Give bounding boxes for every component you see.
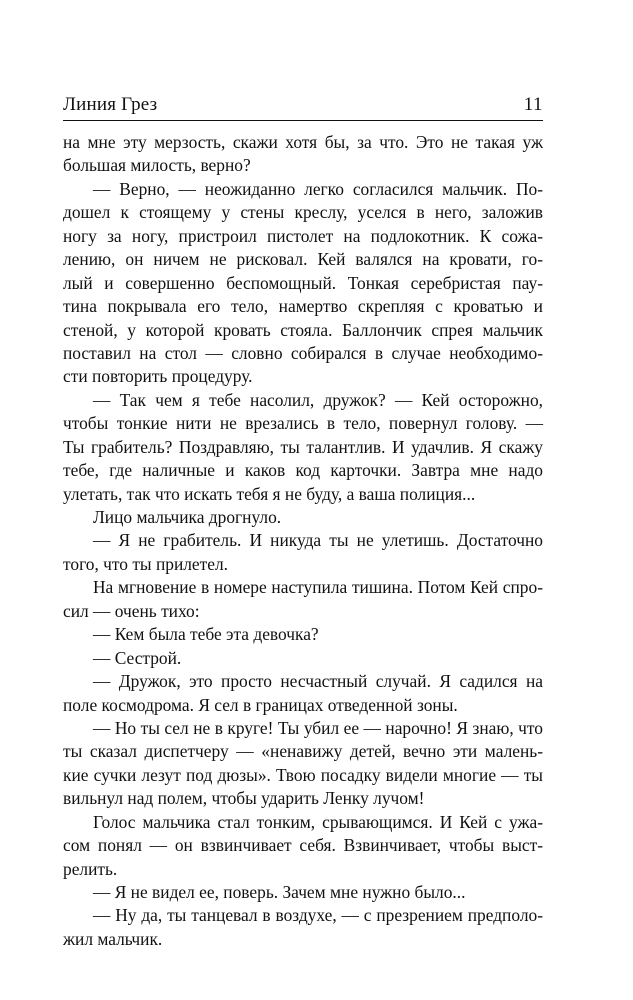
text-line: — Я не видел ее, поверь. Зачем мне нужно было... bbox=[93, 882, 466, 902]
body-text bbox=[63, 131, 543, 951]
text-line: улетать, так что искать тебя я не буду, а ваша полиция... bbox=[63, 483, 476, 504]
header-rule bbox=[63, 120, 543, 121]
text-line: На мгновение в номере наступила тишина. Потом Кей спро- bbox=[93, 577, 543, 598]
text-line: сти повторить процедуру. bbox=[63, 366, 253, 387]
text-line: жил мальчик. bbox=[63, 928, 163, 949]
text-line: релить. bbox=[63, 858, 118, 879]
text-line: — Ну да, ты танцевал в воздухе, — с презрением предполо- bbox=[93, 905, 543, 926]
text-line: того, что ты прилетел. bbox=[63, 553, 228, 574]
text-line: сил — очень тихо: bbox=[63, 600, 200, 621]
text-line: сом понял — он взвинчивает себя. Взвинчивает, чтобы выст- bbox=[63, 835, 543, 856]
text-line: — Я не грабитель. И никуда ты не улетишь. Достаточно bbox=[93, 530, 543, 551]
text-line: — Но ты сел не в круге! Ты убил ее — нарочно! Я знаю, что bbox=[93, 717, 543, 738]
text-line: кие сучки лезут под дюзы». Твою посадку видели многие — ты bbox=[63, 764, 543, 785]
text-line: — Верно, — неожиданно легко согласился мальчик. По- bbox=[93, 178, 543, 199]
text-line: поставил на стол — словно собирался в случае необходимо- bbox=[63, 342, 543, 363]
text-line: ногу за ногу, пристроил пистолет на подлокотник. К сожа- bbox=[63, 225, 543, 246]
text-line: — Сестрой. bbox=[93, 647, 182, 668]
text-line: Лицо мальчика дрогнуло. bbox=[93, 507, 282, 527]
text-line: Ты грабитель? Поздравляю, ты талантлив. И удачлив. Я скажу bbox=[63, 436, 543, 457]
text-line: — Так чем я тебе насолил, дружок? — Кей осторожно, bbox=[93, 389, 543, 410]
text-line: стеной, у которой кровать стояла. Баллончик спрея мальчик bbox=[63, 319, 543, 340]
running-title: Линия Грез bbox=[63, 94, 158, 115]
text-line: ты сказал диспетчеру — «ненавижу детей, вечно эти малень- bbox=[63, 741, 543, 762]
text-line: лению, он ничем не рисковал. Кей валялся на кровати, го- bbox=[63, 249, 543, 270]
text-line: чтобы тонкие нити не врезались в тело, повернул голову. — bbox=[63, 413, 543, 434]
text-line: поле космодрома. Я сел в границах отведенной зоны. bbox=[63, 694, 458, 715]
text-line: — Дружок, это просто несчастный случай. Я садился на bbox=[93, 671, 543, 692]
text-line: Голос мальчика стал тонким, срывающимся. И Кей с ужа- bbox=[93, 811, 543, 832]
page-number: 11 bbox=[523, 94, 543, 115]
text-line: большая милость, верно? bbox=[63, 155, 251, 176]
text-line: лый и совершенно беспомощный. Тонкая серебристая пау- bbox=[63, 272, 543, 293]
running-head bbox=[63, 92, 543, 122]
text-line: — Кем была тебе эта девочка? bbox=[93, 624, 319, 645]
text-line: дошел к стоящему у стены креслу, уселся в него, заложив bbox=[63, 202, 543, 223]
text-line: тина покрывала его тело, намертво скрепляя с кроватью и bbox=[63, 296, 543, 317]
text-line: тебе, где наличные и каков код карточки. Завтра мне надо bbox=[63, 460, 543, 481]
text-line: вильнул над полем, чтобы ударить Ленку лучом! bbox=[63, 788, 425, 809]
text-line: на мне эту мерзость, скажи хотя бы, за что. Это не такая уж bbox=[63, 132, 543, 152]
